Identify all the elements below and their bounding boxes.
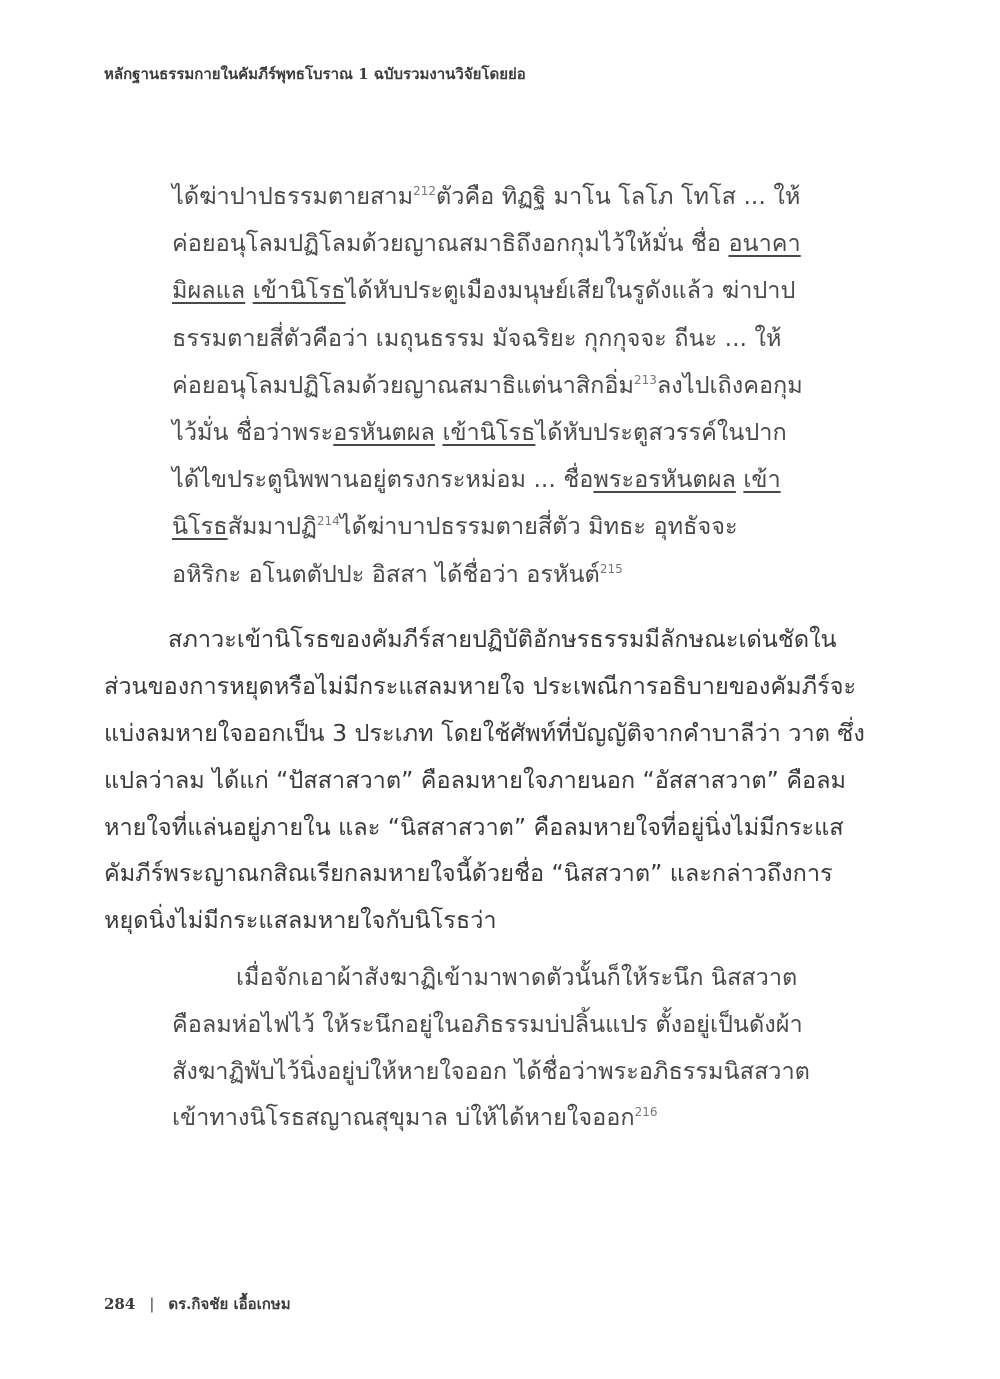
author-name: ดร.กิจชัย เอื้อเกษม	[168, 1295, 291, 1313]
block-quote-2	[172, 954, 810, 1141]
quote2-line-3: สังฆาฏิพับไว้นิ่งอยู่บ่ให้หายใจออก ได้ชื่อว่าพระอภิธรรมนิสสวาต	[172, 1056, 810, 1085]
quote2-line-2: คือลมห่อไฟไว้ ให้ระนึกอยู่ในอภิธรรมบ่ปลิ้นแปร ตั้งอยู่เป็นดังผ้า	[172, 1009, 803, 1038]
running-head: หลักฐานธรรมกายในคัมภีร์พุทธโบราณ 1 ฉบับรวมงานวิจัยโดยย่อ	[104, 65, 526, 83]
page-number: 284	[104, 1295, 136, 1313]
quote1-text: ค่อยอนุโลมปฏิโลมด้วยญาณสมาธิแต่นาสิกอิ่ม	[172, 370, 634, 399]
quote1-text	[245, 276, 252, 304]
body-line: สภาวะเข้านิโรธของคัมภีร์สายปฏิบัติอักษรธรรมมีลักษณะเด่นชัดใน	[168, 625, 837, 653]
quote1-line-5	[172, 362, 803, 409]
quote1-text: อหิริกะ อโนตตัปปะ อิสสา ได้ชื่อว่า อรหันต์	[172, 559, 600, 588]
quote1-text: ได้หับประตูเมืองมนุษย์เสียในรูดังแล้ว ฆ่าปาป	[345, 276, 796, 305]
quote1-text: ค่อยอนุโลมปฏิโลมด้วยญาณสมาธิถึงอกกุมไว้ให้มั่น ชื่อ	[172, 229, 729, 258]
footnote-ref-215[interactable]: 215	[599, 561, 623, 576]
underlined-term: เข้านิโรธ	[442, 417, 536, 446]
underlined-term: มิผลแล	[172, 276, 246, 305]
quote2-text: เข้าทางนิโรธสญาณสุขุมาล บ่ให้ได้หายใจออก	[172, 1103, 635, 1132]
quote1-text: ได้หับประตูสวรรค์ในปาก	[535, 417, 787, 446]
body-line: คัมภีร์พระญาณกสิณเรียกลมหายใจนี้ด้วยชื่อ “นิสสวาต” และกล่าวถึงการ	[104, 859, 833, 888]
underlined-term: พระอรหันตผล	[593, 465, 736, 494]
body-line: หายใจที่แล่นอยู่ภายใน และ “นิสสาสวาต” คือลมหายใจที่อยู่นิ่งไม่มีกระแส	[104, 812, 844, 841]
quote1-line-3	[172, 267, 796, 314]
quote1-line-7	[172, 456, 792, 503]
footnote-ref-216[interactable]: 216	[634, 1105, 658, 1120]
underlined-term: เข้านิโรธ	[252, 276, 346, 305]
quote1-text: ลงไปเถิงคอกุม	[656, 370, 803, 399]
quote1-text: ไว้มั่น ชื่อว่าพระ	[172, 417, 334, 446]
quote1-line-6	[172, 409, 792, 456]
body-line: แปลว่าลม ได้แก่ “ปัสสาสวาต” คือลมหายใจภายนอก “อัสสาสวาต” คือลม	[104, 765, 847, 794]
quote1-text: ตัวคือ ทิฏฐิ มาโน โลโภ โทโส ... ให้	[436, 182, 801, 210]
underlined-term: นิโรธ	[172, 512, 228, 541]
body-line: แบ่งลมหายใจออกเป็น 3 ประเภท โดยใช้ศัพท์ที่บัญญัติจากคำบาลีว่า วาต ซึ่ง	[104, 718, 865, 747]
quote1-text: สัมมาปฏิ	[227, 512, 317, 541]
underlined-term: อรหันตผล	[333, 417, 435, 446]
body-line: ส่วนของการหยุดหรือไม่มีกระแสลมหายใจ ประเพณีการอธิบายของคัมภีร์จะ	[104, 671, 857, 700]
body-paragraph	[104, 616, 865, 944]
quote1-line-2	[172, 220, 801, 267]
quote2-line-4	[172, 1094, 802, 1141]
underlined-term: เข้า	[743, 465, 781, 494]
body-line: หยุดนิ่งไม่มีกระแสลมหายใจกับนิโรธว่า	[104, 906, 497, 935]
underlined-term: อนาคา	[728, 229, 801, 258]
page-footer	[104, 1292, 291, 1316]
quote1-line-4: ธรรมตายสี่ตัวคือว่า เมถุนธรรม มัจฉริยะ กุกกุจจะ ถีนะ ... ให้	[172, 323, 782, 352]
footnote-ref-212[interactable]: 212	[413, 184, 436, 199]
quote1-text: ได้ไขประตูนิพพานอยู่ตรงกระหม่อม ... ชื่อ	[172, 465, 594, 494]
quote1-line-9	[172, 551, 792, 598]
quote1-line-8	[172, 503, 792, 550]
quote1-text: ได้ฆ่าปาปธรรมตายสาม	[172, 182, 414, 210]
block-quote-1	[172, 173, 803, 598]
footnote-ref-213[interactable]: 213	[633, 372, 657, 387]
footnote-ref-214[interactable]: 214	[316, 514, 340, 529]
footer-separator: |	[149, 1295, 155, 1313]
quote2-line-1: เมื่อจักเอาผ้าสังฆาฏิเข้ามาพาดตัวนั้นก็ให้ระนึก นิสสวาต	[236, 963, 798, 991]
quote1-line-1	[172, 173, 801, 220]
quote1-text: ได้ฆ่าบาปธรรมตายสี่ตัว มิทธะ อุทธัจจะ	[339, 512, 738, 541]
